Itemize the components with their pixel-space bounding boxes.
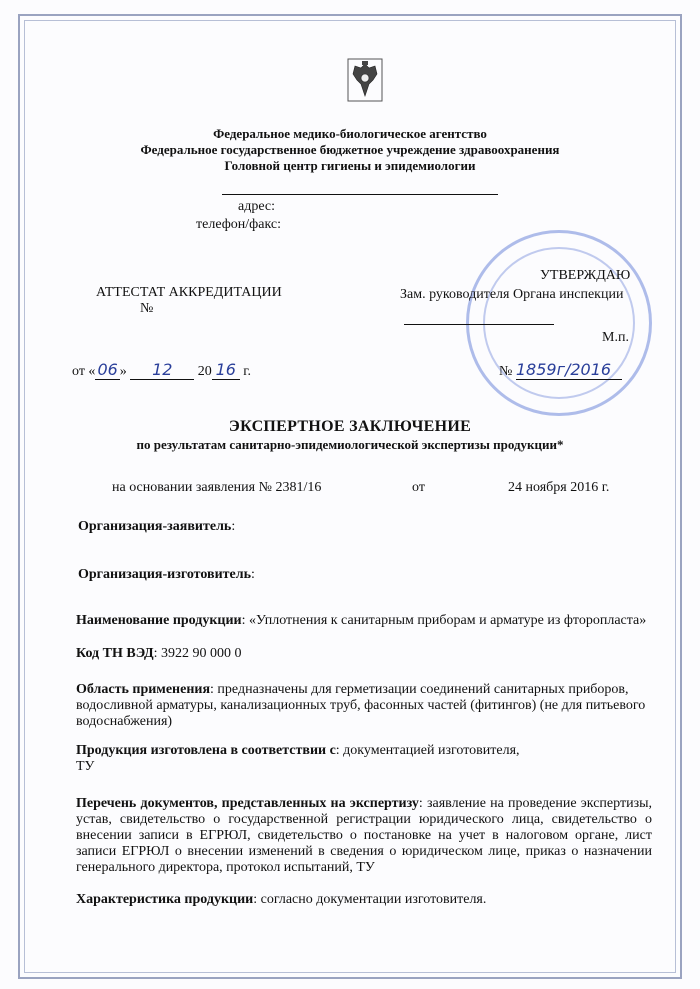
tn-ved-value: : 3922 90 000 0: [153, 646, 242, 661]
accreditation-title: АТТЕСТАТ АККРЕДИТАЦИИ: [96, 285, 282, 300]
date-month: 12: [130, 360, 194, 380]
product-name-value: : «Уплотнения к санитарным приборам и арматуре из фторопласта»: [241, 613, 647, 628]
doc-number-value: 1859г/2016: [516, 360, 622, 380]
tn-ved-field: [76, 646, 648, 662]
doc-number-label: №: [499, 364, 513, 379]
characteristics-field: [76, 892, 648, 908]
characteristics-label: Характеристика продукции: [76, 892, 254, 907]
applicant-colon: :: [231, 519, 236, 534]
signature-line: [404, 324, 554, 325]
product-name-label: Наименование продукции: [76, 613, 242, 628]
conformity-tu: ТУ: [76, 759, 95, 774]
documents-field: [76, 796, 652, 876]
applicant-field: [78, 519, 235, 535]
documents-value: : заявление на проведение экспертизы, устав, свидетельство о государственной регистрации юридического лица, свидетельство о внесении записи в ЕГРЮЛ, свидетельство о постановке на учет в налоговом органе, лист записи ЕГРЮЛ о внесении изменений в сведения о юридическом лице, приказ о назначении генерального директора, протокол испытаний, ТУ: [76, 796, 653, 875]
manufacturer-field: [78, 567, 255, 583]
accreditation-number-label: №: [140, 301, 154, 316]
date-year-prefix: 20: [197, 364, 212, 379]
institution-name: Головной центр гигиены и эпидемиологии: [224, 158, 476, 173]
tn-ved-label: Код ТН ВЭД: [76, 646, 154, 661]
application-from: от: [412, 480, 425, 495]
document-title: ЭКСПЕРТНОЕ ЗАКЛЮЧЕНИЕ: [228, 418, 472, 435]
date-day: 06: [97, 360, 118, 379]
conformity-label: Продукция изготовлена в соответствии с: [76, 743, 336, 758]
document-subtitle: по результатам санитарно-эпидемиологической экспертизы продукции*: [136, 437, 564, 452]
conformity-value: : документацией изготовителя,: [335, 743, 520, 758]
applicant-label: Организация-заявитель: [78, 519, 232, 534]
product-name-field: [76, 613, 660, 629]
phone-label: телефон/факс:: [196, 217, 281, 232]
date-suffix: г.: [243, 364, 251, 379]
manufacturer-label: Организация-изготовитель: [78, 567, 251, 582]
application-date: 24 ноября 2016 г.: [508, 480, 610, 495]
agency-name: Федеральное медико-биологическое агентство: [213, 126, 487, 141]
approval-position: Зам. руководителя Органа инспекции: [400, 287, 624, 302]
application-area-value: : предназначены для герметизации соединений санитарных приборов, водосливной арматуры, канализационных труб, фасонных частей (фитингов) (не для питьевого водоснабжения): [76, 682, 646, 729]
characteristics-value: : согласно документации изготовителя.: [253, 892, 487, 907]
address-label: адрес:: [238, 199, 276, 214]
seal-place: М.п.: [602, 330, 629, 345]
issue-date: [72, 360, 272, 380]
date-prefix: от «: [72, 364, 96, 379]
application-area-label: Область применения: [76, 682, 211, 697]
application-area-field: [76, 682, 656, 730]
header-rule: [222, 194, 498, 195]
institution-type: Федеральное государственное бюджетное учреждение здравоохранения: [140, 142, 560, 157]
application-basis: на основании заявления № 2381/16: [112, 480, 322, 495]
documents-label: Перечень документов, представленных на экспертизу: [76, 796, 419, 811]
inspection-stamp: [466, 230, 652, 416]
manufacturer-colon: :: [251, 567, 255, 582]
doc-number: [499, 360, 622, 380]
conformity-field: [76, 743, 648, 775]
coat-of-arms-emblem: [347, 58, 383, 102]
date-year: 16: [212, 360, 240, 380]
date-mid: »: [119, 364, 127, 379]
approval-heading: УТВЕРЖДАЮ: [540, 268, 631, 283]
